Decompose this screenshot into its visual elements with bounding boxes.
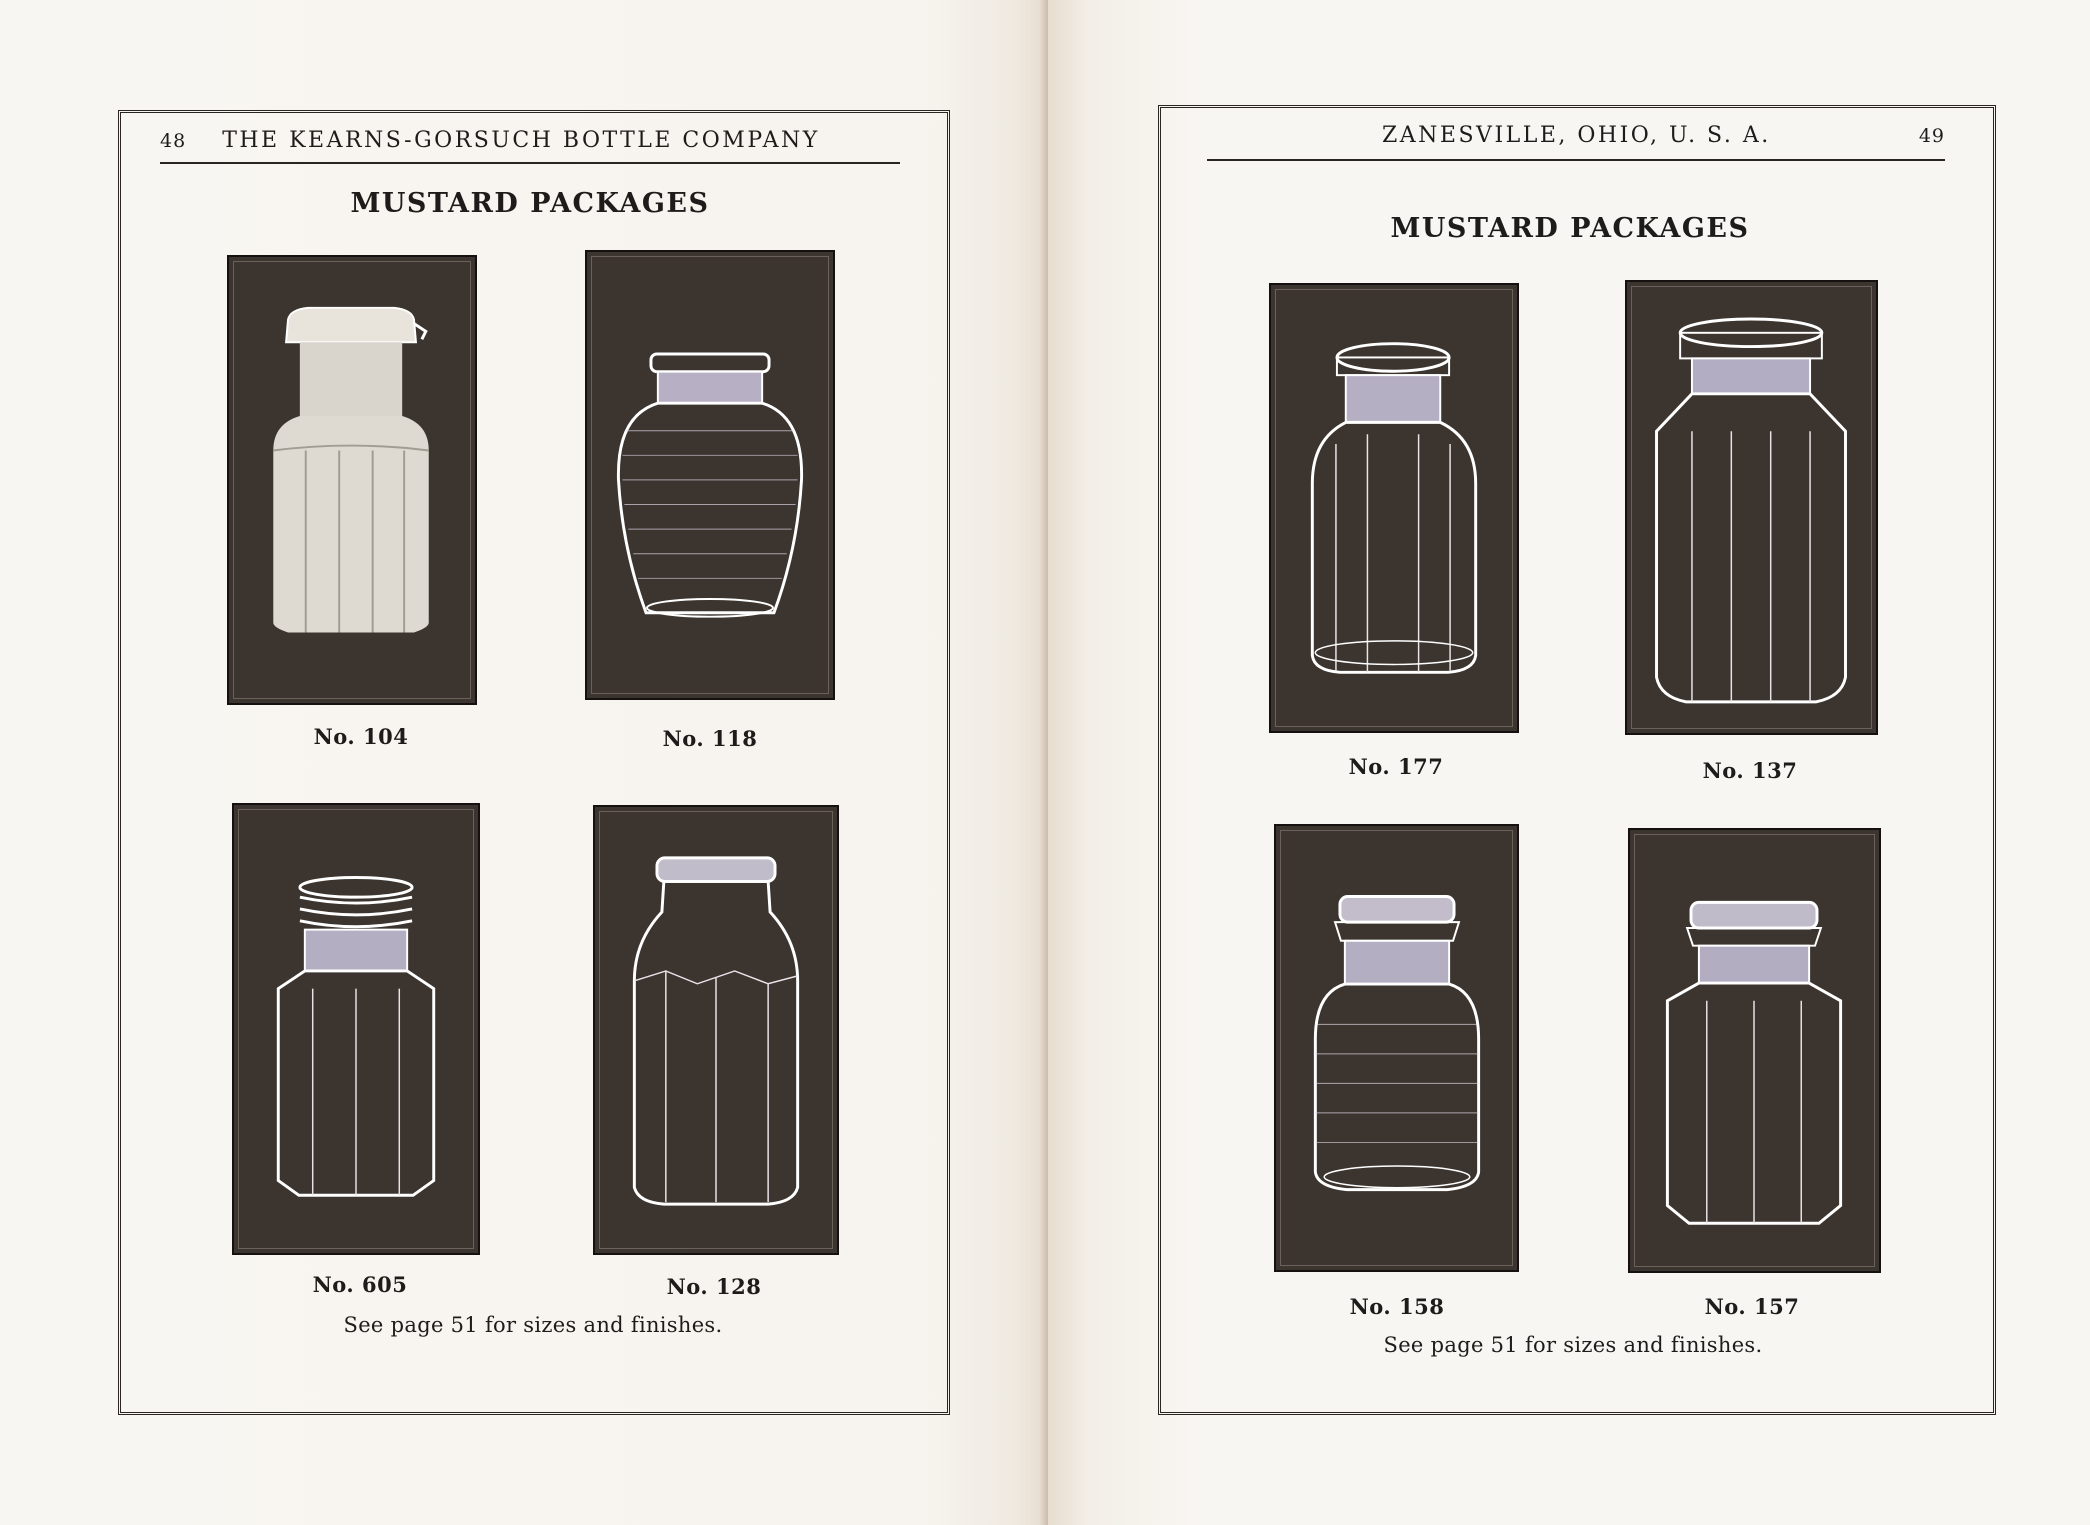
left-page-note: See page 51 for sizes and finishes.: [343, 1313, 723, 1337]
left-page-number: 48: [160, 130, 187, 152]
product-image-no-177: [1269, 283, 1519, 733]
product-image-no-157: [1628, 828, 1881, 1273]
item-label-137: No. 137: [1702, 758, 1798, 783]
jar-157-illustration: [1630, 830, 1879, 1271]
left-section-title: MUSTARD PACKAGES: [350, 188, 710, 219]
item-label-128: No. 128: [666, 1274, 762, 1299]
product-image-no-104: [227, 255, 477, 705]
product-image-no-605: [232, 803, 480, 1255]
jar-158-illustration: [1276, 826, 1517, 1270]
jar-104-illustration: [229, 257, 475, 703]
item-label-104: No. 104: [313, 724, 409, 749]
jar-605-illustration: [234, 805, 478, 1253]
right-section-title: MUSTARD PACKAGES: [1390, 213, 1750, 244]
product-image-no-118: [585, 250, 835, 700]
jar-118-illustration: [587, 252, 833, 698]
right-page-note: See page 51 for sizes and finishes.: [1383, 1333, 1763, 1357]
item-label-118: No. 118: [662, 726, 758, 751]
right-running-header: [1207, 123, 1945, 161]
product-image-no-137: [1625, 280, 1878, 735]
jar-177-illustration: [1271, 285, 1517, 731]
item-label-605: No. 605: [312, 1272, 408, 1297]
left-running-head: THE KEARNS-GORSUCH BOTTLE COMPANY: [222, 128, 820, 153]
right-page-number: 49: [1918, 125, 1945, 147]
product-image-no-158: [1274, 824, 1519, 1272]
product-image-no-128: [593, 805, 839, 1255]
item-label-157: No. 157: [1704, 1294, 1800, 1319]
right-running-head: ZANESVILLE, OHIO, U. S. A.: [1382, 123, 1771, 148]
jar-128-illustration: [595, 807, 837, 1253]
left-running-header: [160, 128, 900, 164]
jar-137-illustration: [1627, 282, 1876, 733]
item-label-158: No. 158: [1349, 1294, 1445, 1319]
item-label-177: No. 177: [1348, 754, 1444, 779]
